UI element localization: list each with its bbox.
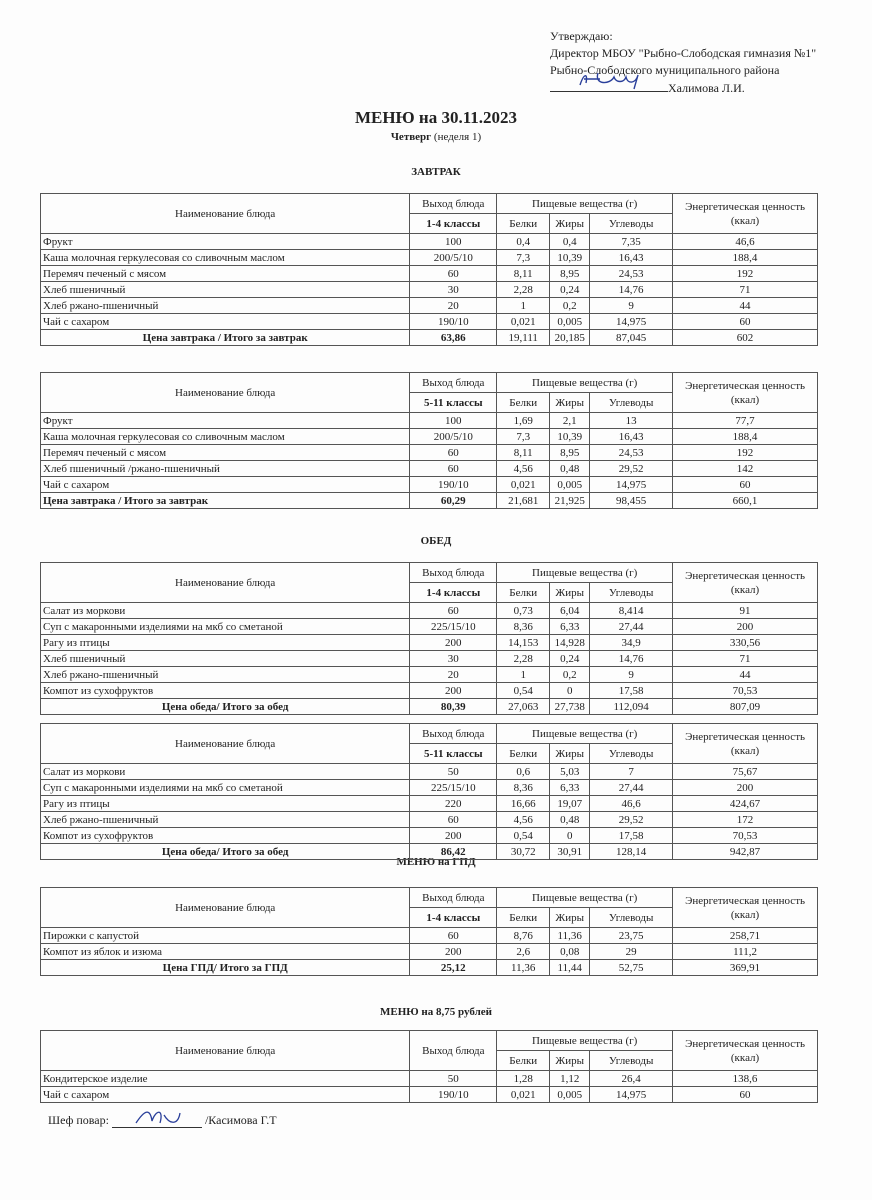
dish-name: Хлеб ржано-пшеничный — [41, 667, 410, 683]
dish-fat: 0,48 — [550, 812, 590, 828]
total-energy: 942,87 — [673, 844, 818, 860]
dish-fat: 6,04 — [550, 603, 590, 619]
dish-fat: 2,1 — [550, 413, 590, 429]
header-energy: Энергетическая ценность (ккал) — [673, 563, 818, 603]
header-name: Наименование блюда — [41, 373, 410, 413]
total-price: 63,86 — [410, 330, 497, 346]
dish-energy: 77,7 — [673, 413, 818, 429]
dish-carbs: 34,9 — [590, 635, 673, 651]
dish-fat: 5,03 — [550, 764, 590, 780]
total-label: Цена завтрака / Итого за завтрак — [41, 493, 410, 509]
header-output: Выход блюда — [410, 373, 497, 393]
dish-energy: 44 — [673, 667, 818, 683]
table-row — [41, 944, 818, 960]
header-grade: 5-11 классы — [410, 393, 497, 413]
dish-output: 50 — [410, 1071, 497, 1087]
dish-output: 60 — [410, 603, 497, 619]
table-row — [41, 667, 818, 683]
dish-fat: 0,24 — [550, 651, 590, 667]
dish-energy: 91 — [673, 603, 818, 619]
table-row — [41, 635, 818, 651]
total-carbs: 112,094 — [590, 699, 673, 715]
header-nutrients: Пищевые вещества (г) — [497, 1031, 673, 1051]
dish-protein: 4,56 — [497, 812, 550, 828]
dish-name: Перемяч печеный с мясом — [41, 266, 410, 282]
dish-fat: 0,4 — [550, 234, 590, 250]
menu-table — [40, 193, 818, 346]
dish-energy: 60 — [673, 1087, 818, 1103]
approval-district: Рыбно-Слободского муниципального района — [550, 63, 780, 77]
dish-protein: 7,3 — [497, 429, 550, 445]
chef-signature — [112, 1113, 202, 1128]
dish-name: Чай с сахаром — [41, 314, 410, 330]
section-breakfast: ЗАВТРАК — [411, 166, 461, 178]
total-price: 25,12 — [410, 960, 497, 976]
dish-protein: 8,36 — [497, 619, 550, 635]
total-row — [41, 493, 818, 509]
header-carbs: Углеводы — [590, 583, 673, 603]
dish-name: Каша молочная геркулесовая со сливочным маслом — [41, 429, 410, 445]
table-row — [41, 234, 818, 250]
dish-protein: 4,56 — [497, 461, 550, 477]
approval-heading: Утверждаю: — [550, 29, 613, 43]
dish-name: Хлеб ржано-пшеничный — [41, 298, 410, 314]
dish-output: 60 — [410, 445, 497, 461]
dish-carbs: 14,76 — [590, 651, 673, 667]
dish-fat: 19,07 — [550, 796, 590, 812]
dish-output: 30 — [410, 282, 497, 298]
header-nutrients: Пищевые вещества (г) — [497, 194, 673, 214]
day-subtitle — [0, 131, 872, 143]
header-fat: Жиры — [550, 1051, 590, 1071]
header-nutrients: Пищевые вещества (г) — [497, 888, 673, 908]
dish-output: 220 — [410, 796, 497, 812]
dish-carbs: 14,975 — [590, 314, 673, 330]
header-fat: Жиры — [550, 214, 590, 234]
dish-output: 20 — [410, 298, 497, 314]
dish-name: Хлеб пшеничный /ржано-пшеничный — [41, 461, 410, 477]
dish-output: 200/5/10 — [410, 429, 497, 445]
dish-fat: 0,24 — [550, 282, 590, 298]
dish-energy: 70,53 — [673, 683, 818, 699]
dish-name: Рагу из птицы — [41, 796, 410, 812]
dish-protein: 2,28 — [497, 282, 550, 298]
dish-fat: 0,005 — [550, 477, 590, 493]
header-output: Выход блюда — [410, 563, 497, 583]
header-protein: Белки — [497, 1051, 550, 1071]
table-row — [41, 651, 818, 667]
total-label: Цена обеда/ Итого за обед — [41, 699, 410, 715]
dish-carbs: 14,76 — [590, 282, 673, 298]
dish-fat: 0,08 — [550, 944, 590, 960]
dish-name: Салат из моркови — [41, 603, 410, 619]
header-fat: Жиры — [550, 744, 590, 764]
dish-name: Фрукт — [41, 413, 410, 429]
chef-label: Шеф повар: — [48, 1113, 109, 1127]
header-protein: Белки — [497, 214, 550, 234]
header-carbs: Углеводы — [590, 393, 673, 413]
menu-table — [40, 887, 818, 976]
header-row — [41, 1031, 818, 1051]
dish-output: 60 — [410, 928, 497, 944]
dish-carbs: 16,43 — [590, 429, 673, 445]
chef-name: /Касимова Г.Т — [204, 1113, 277, 1127]
dish-energy: 330,56 — [673, 635, 818, 651]
dish-name: Кондитерское изделие — [41, 1071, 410, 1087]
dish-name: Компот из сухофруктов — [41, 683, 410, 699]
dish-protein: 0,73 — [497, 603, 550, 619]
dish-output: 20 — [410, 667, 497, 683]
dish-fat: 10,39 — [550, 429, 590, 445]
director-name: Халимова Л.И. — [668, 81, 745, 95]
dish-energy: 60 — [673, 314, 818, 330]
dish-fat: 0 — [550, 828, 590, 844]
dish-energy: 142 — [673, 461, 818, 477]
dish-fat: 0,48 — [550, 461, 590, 477]
header-row — [41, 373, 818, 393]
dish-fat: 0,2 — [550, 667, 590, 683]
table-row — [41, 619, 818, 635]
dish-name: Компот из сухофруктов — [41, 828, 410, 844]
total-protein: 11,36 — [497, 960, 550, 976]
total-fat: 30,91 — [550, 844, 590, 860]
total-carbs: 52,75 — [590, 960, 673, 976]
total-energy: 369,91 — [673, 960, 818, 976]
header-grade: 1-4 классы — [410, 908, 497, 928]
dish-protein: 8,11 — [497, 445, 550, 461]
dish-carbs: 24,53 — [590, 445, 673, 461]
dish-energy: 70,53 — [673, 828, 818, 844]
table-row — [41, 603, 818, 619]
dish-energy: 46,6 — [673, 234, 818, 250]
dish-output: 200 — [410, 828, 497, 844]
dish-fat: 0,005 — [550, 314, 590, 330]
dish-carbs: 13 — [590, 413, 673, 429]
dish-carbs: 8,414 — [590, 603, 673, 619]
dish-output: 190/10 — [410, 314, 497, 330]
total-label: Цена ГПД/ Итого за ГПД — [41, 960, 410, 976]
dish-energy: 200 — [673, 619, 818, 635]
header-grade: 5-11 классы — [410, 744, 497, 764]
dish-output: 60 — [410, 461, 497, 477]
table-row — [41, 282, 818, 298]
dish-output: 200 — [410, 683, 497, 699]
dish-carbs: 29 — [590, 944, 673, 960]
dish-protein: 8,11 — [497, 266, 550, 282]
dish-carbs: 7,35 — [590, 234, 673, 250]
total-energy: 807,09 — [673, 699, 818, 715]
total-price: 86,42 — [410, 844, 497, 860]
header-energy: Энергетическая ценность (ккал) — [673, 1031, 818, 1071]
header-name: Наименование блюда — [41, 194, 410, 234]
dish-energy: 200 — [673, 780, 818, 796]
table-row — [41, 796, 818, 812]
dish-energy: 192 — [673, 266, 818, 282]
header-energy: Энергетическая ценность (ккал) — [673, 373, 818, 413]
dish-protein: 0,54 — [497, 828, 550, 844]
header-protein: Белки — [497, 393, 550, 413]
header-fat: Жиры — [550, 583, 590, 603]
menu-table — [40, 562, 818, 715]
header-name: Наименование блюда — [41, 1031, 410, 1071]
dish-energy: 71 — [673, 651, 818, 667]
header-nutrients: Пищевые вещества (г) — [497, 724, 673, 744]
dish-carbs: 17,58 — [590, 828, 673, 844]
dish-protein: 1,69 — [497, 413, 550, 429]
header-protein: Белки — [497, 583, 550, 603]
dish-protein: 1 — [497, 667, 550, 683]
dish-name: Хлеб ржано-пшеничный — [41, 812, 410, 828]
chef-signature-line — [48, 1113, 277, 1128]
total-energy: 660,1 — [673, 493, 818, 509]
header-fat: Жиры — [550, 393, 590, 413]
total-carbs: 98,455 — [590, 493, 673, 509]
total-row — [41, 844, 818, 860]
dish-protein: 2,6 — [497, 944, 550, 960]
dish-energy: 60 — [673, 477, 818, 493]
table-row — [41, 314, 818, 330]
header-carbs: Углеводы — [590, 1051, 673, 1071]
header-output: Выход блюда — [410, 1031, 497, 1071]
dish-protein: 0,021 — [497, 314, 550, 330]
section-extra: МЕНЮ на 8,75 рублей — [380, 1006, 492, 1018]
total-energy: 602 — [673, 330, 818, 346]
header-energy: Энергетическая ценность (ккал) — [673, 888, 818, 928]
menu-table — [40, 723, 818, 860]
approval-block — [550, 28, 816, 97]
dish-name: Суп с макаронными изделиями на мкб со сметаной — [41, 619, 410, 635]
dish-carbs: 23,75 — [590, 928, 673, 944]
dish-carbs: 29,52 — [590, 461, 673, 477]
header-energy: Энергетическая ценность (ккал) — [673, 724, 818, 764]
dish-name: Рагу из птицы — [41, 635, 410, 651]
page-title: МЕНЮ на 30.11.2023 — [354, 108, 518, 127]
dish-name: Салат из моркови — [41, 764, 410, 780]
dish-name: Перемяч печеный с мясом — [41, 445, 410, 461]
dish-fat: 0,2 — [550, 298, 590, 314]
table-row — [41, 250, 818, 266]
dish-carbs: 7 — [590, 764, 673, 780]
table-row — [41, 413, 818, 429]
dish-output: 60 — [410, 812, 497, 828]
total-fat: 27,738 — [550, 699, 590, 715]
approval-position: Директор МБОУ "Рыбно-Слободская гимназия №1" — [550, 46, 817, 60]
total-price: 60,29 — [410, 493, 497, 509]
menu-table — [40, 372, 818, 509]
table-row — [41, 928, 818, 944]
dish-carbs: 14,975 — [590, 1087, 673, 1103]
header-output: Выход блюда — [410, 724, 497, 744]
header-nutrients: Пищевые вещества (г) — [497, 563, 673, 583]
header-carbs: Углеводы — [590, 908, 673, 928]
dish-name: Компот из яблок и изюма — [41, 944, 410, 960]
header-name: Наименование блюда — [41, 724, 410, 764]
header-output: Выход блюда — [410, 194, 497, 214]
dish-fat: 14,928 — [550, 635, 590, 651]
header-protein: Белки — [497, 744, 550, 764]
table-row — [41, 1087, 818, 1103]
dish-protein: 8,36 — [497, 780, 550, 796]
dish-energy: 111,2 — [673, 944, 818, 960]
dish-carbs: 26,4 — [590, 1071, 673, 1087]
dish-fat: 0 — [550, 683, 590, 699]
weekday: Четверг — [390, 131, 432, 143]
dish-carbs: 27,44 — [590, 619, 673, 635]
week-number: (неделя 1) — [431, 131, 482, 143]
dish-name: Хлеб пшеничный — [41, 282, 410, 298]
dish-energy: 44 — [673, 298, 818, 314]
total-row — [41, 960, 818, 976]
dish-protein: 0,54 — [497, 683, 550, 699]
total-fat: 11,44 — [550, 960, 590, 976]
dish-energy: 424,67 — [673, 796, 818, 812]
header-carbs: Углеводы — [590, 744, 673, 764]
dish-protein: 8,76 — [497, 928, 550, 944]
dish-output: 200/5/10 — [410, 250, 497, 266]
dish-output: 190/10 — [410, 1087, 497, 1103]
header-row — [41, 888, 818, 908]
dish-carbs: 24,53 — [590, 266, 673, 282]
header-fat: Жиры — [550, 908, 590, 928]
header-grade: 1-4 классы — [410, 214, 497, 234]
total-fat: 20,185 — [550, 330, 590, 346]
total-carbs: 87,045 — [590, 330, 673, 346]
header-energy: Энергетическая ценность (ккал) — [673, 194, 818, 234]
dish-protein: 0,021 — [497, 477, 550, 493]
dish-output: 225/15/10 — [410, 780, 497, 796]
dish-energy: 258,71 — [673, 928, 818, 944]
total-fat: 21,925 — [550, 493, 590, 509]
dish-output: 100 — [410, 234, 497, 250]
table-row — [41, 429, 818, 445]
dish-fat: 1,12 — [550, 1071, 590, 1087]
dish-fat: 8,95 — [550, 445, 590, 461]
director-signature — [550, 79, 668, 92]
dish-energy: 188,4 — [673, 429, 818, 445]
dish-protein: 7,3 — [497, 250, 550, 266]
dish-output: 190/10 — [410, 477, 497, 493]
dish-name: Фрукт — [41, 234, 410, 250]
total-protein: 27,063 — [497, 699, 550, 715]
dish-carbs: 14,975 — [590, 477, 673, 493]
dish-output: 30 — [410, 651, 497, 667]
table-row — [41, 812, 818, 828]
dish-name: Чай с сахаром — [41, 1087, 410, 1103]
dish-carbs: 17,58 — [590, 683, 673, 699]
dish-carbs: 9 — [590, 298, 673, 314]
dish-output: 200 — [410, 944, 497, 960]
dish-fat: 6,33 — [550, 619, 590, 635]
dish-output: 100 — [410, 413, 497, 429]
table-row — [41, 828, 818, 844]
total-protein: 21,681 — [497, 493, 550, 509]
dish-energy: 138,6 — [673, 1071, 818, 1087]
dish-protein: 0,4 — [497, 234, 550, 250]
dish-name: Хлеб пшеничный — [41, 651, 410, 667]
table-row — [41, 445, 818, 461]
dish-energy: 71 — [673, 282, 818, 298]
dish-fat: 0,005 — [550, 1087, 590, 1103]
dish-carbs: 9 — [590, 667, 673, 683]
header-output: Выход блюда — [410, 888, 497, 908]
table-row — [41, 266, 818, 282]
dish-output: 60 — [410, 266, 497, 282]
total-row — [41, 330, 818, 346]
table-row — [41, 780, 818, 796]
dish-output: 200 — [410, 635, 497, 651]
dish-name: Пирожки с капустой — [41, 928, 410, 944]
section-gpd: МЕНЮ на ГПД — [396, 856, 476, 868]
dish-protein: 14,153 — [497, 635, 550, 651]
total-carbs: 128,14 — [590, 844, 673, 860]
header-carbs: Углеводы — [590, 214, 673, 234]
header-nutrients: Пищевые вещества (г) — [497, 373, 673, 393]
dish-energy: 188,4 — [673, 250, 818, 266]
dish-fat: 11,36 — [550, 928, 590, 944]
total-price: 80,39 — [410, 699, 497, 715]
dish-protein: 2,28 — [497, 651, 550, 667]
total-row — [41, 699, 818, 715]
dish-fat: 10,39 — [550, 250, 590, 266]
dish-energy: 192 — [673, 445, 818, 461]
dish-output: 50 — [410, 764, 497, 780]
header-row — [41, 563, 818, 583]
table-row — [41, 764, 818, 780]
total-label: Цена завтрака / Итого за завтрак — [41, 330, 410, 346]
header-name: Наименование блюда — [41, 563, 410, 603]
dish-energy: 172 — [673, 812, 818, 828]
dish-carbs: 27,44 — [590, 780, 673, 796]
dish-output: 225/15/10 — [410, 619, 497, 635]
table-row — [41, 298, 818, 314]
total-protein: 30,72 — [497, 844, 550, 860]
dish-energy: 75,67 — [673, 764, 818, 780]
header-grade: 1-4 классы — [410, 583, 497, 603]
table-row — [41, 477, 818, 493]
dish-fat: 6,33 — [550, 780, 590, 796]
header-name: Наименование блюда — [41, 888, 410, 928]
table-row — [41, 683, 818, 699]
dish-name: Каша молочная геркулесовая со сливочным маслом — [41, 250, 410, 266]
section-lunch: ОБЕД — [420, 535, 452, 547]
dish-name: Суп с макаронными изделиями на мкб со сметаной — [41, 780, 410, 796]
dish-protein: 16,66 — [497, 796, 550, 812]
table-row — [41, 1071, 818, 1087]
header-protein: Белки — [497, 908, 550, 928]
total-label: Цена обеда/ Итого за обед — [41, 844, 410, 860]
total-protein: 19,111 — [497, 330, 550, 346]
table-row — [41, 461, 818, 477]
dish-carbs: 46,6 — [590, 796, 673, 812]
header-row — [41, 194, 818, 214]
header-row — [41, 724, 818, 744]
dish-protein: 0,6 — [497, 764, 550, 780]
dish-fat: 8,95 — [550, 266, 590, 282]
dish-carbs: 29,52 — [590, 812, 673, 828]
dish-name: Чай с сахаром — [41, 477, 410, 493]
menu-table — [40, 1030, 818, 1103]
dish-protein: 0,021 — [497, 1087, 550, 1103]
dish-protein: 1,28 — [497, 1071, 550, 1087]
dish-protein: 1 — [497, 298, 550, 314]
dish-carbs: 16,43 — [590, 250, 673, 266]
